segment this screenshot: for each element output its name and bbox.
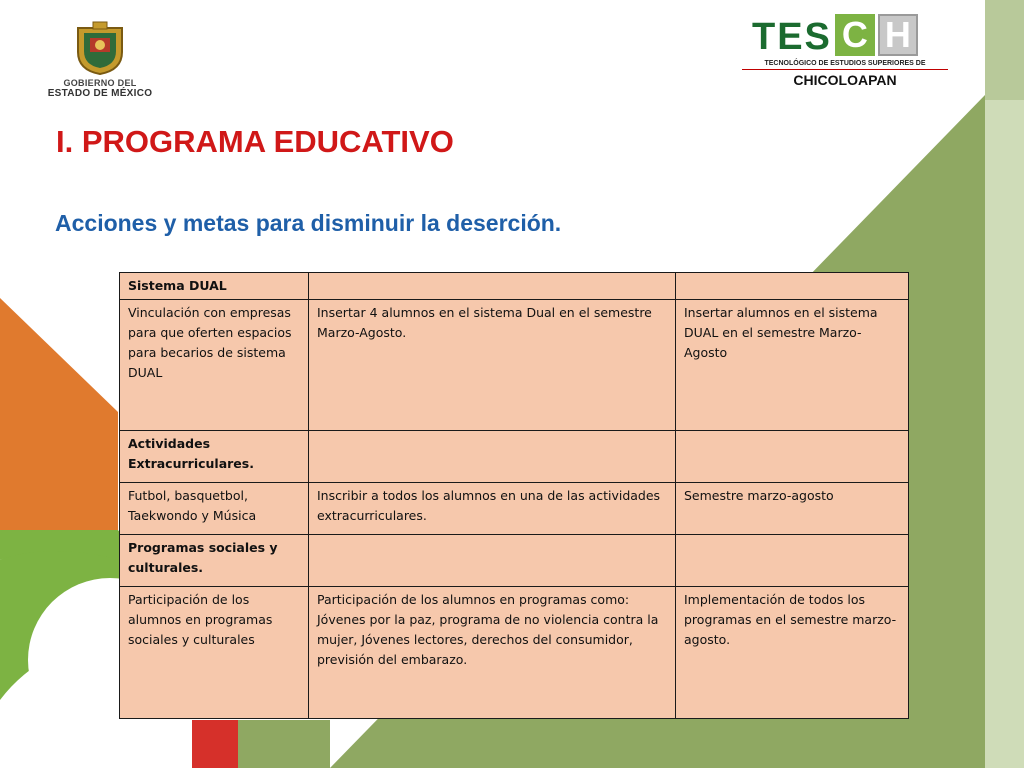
table-cell: Actividades Extracurriculares.: [120, 431, 309, 483]
tesch-c-box: C: [835, 14, 875, 56]
table-cell: Participación de los alumnos en programas sociales y culturales: [120, 587, 309, 719]
table-row: [120, 431, 909, 483]
table-row: [120, 300, 909, 431]
table-row: [120, 273, 909, 300]
table-cell: Semestre marzo-agosto: [676, 483, 909, 535]
page-title: I. PROGRAMA EDUCATIVO: [56, 124, 454, 159]
tesch-logo: [738, 6, 952, 92]
table-cell: [309, 273, 676, 300]
table-cell: Sistema DUAL: [120, 273, 309, 300]
table-cell: Insertar alumnos en el sistema DUAL en el semestre Marzo-Agosto: [676, 300, 909, 431]
table-cell: Participación de los alumnos en programas como: Jóvenes por la paz, programa de no violencia contra la mujer, Jóvenes lectores, derechos del consumidor, previsión del embarazo.: [309, 587, 676, 719]
table-row: [120, 535, 909, 587]
tesch-tes-text: TES: [752, 16, 832, 58]
right-pale-strip: [985, 0, 1024, 768]
tesch-city: CHICOLOAPAN: [793, 72, 897, 88]
light-olive-band: [985, 0, 1024, 100]
table-row: [120, 587, 909, 719]
table-cell: [676, 273, 909, 300]
table-cell: Inscribir a todos los alumnos en una de las actividades extracurriculares.: [309, 483, 676, 535]
table-cell: Implementación de todos los programas en el semestre marzo-agosto.: [676, 587, 909, 719]
bottom-red-block: [192, 720, 238, 768]
table-cell: Programas sociales y culturales.: [120, 535, 309, 587]
table-cell: Vinculación con empresas para que oferten espacios para becarios de sistema DUAL: [120, 300, 309, 431]
table-row: [120, 483, 909, 535]
table-cell: Insertar 4 alumnos en el sistema Dual en el semestre Marzo-Agosto.: [309, 300, 676, 431]
table-cell: [676, 535, 909, 587]
coat-of-arms-icon: [73, 20, 127, 76]
orange-triangle: [0, 298, 118, 530]
gobierno-edomex-logo: [40, 20, 160, 110]
table-cell: [676, 431, 909, 483]
table-cell: [309, 535, 676, 587]
table-cell: Futbol, basquetbol, Taekwondo y Música: [120, 483, 309, 535]
gov-line-2: ESTADO DE MÉXICO: [47, 88, 153, 99]
page-subtitle: Acciones y metas para disminuir la deserción.: [55, 210, 562, 236]
table-cell: [309, 431, 676, 483]
tesch-wordmark: [752, 12, 918, 56]
gov-line-1: GOBIERNO DEL: [63, 78, 137, 88]
tesch-subtitle: TECNOLÓGICO DE ESTUDIOS SUPERIORES DE: [742, 60, 948, 70]
tesch-h-box: H: [878, 14, 918, 56]
bottom-olive-block: [238, 720, 330, 768]
program-table: [119, 272, 909, 719]
